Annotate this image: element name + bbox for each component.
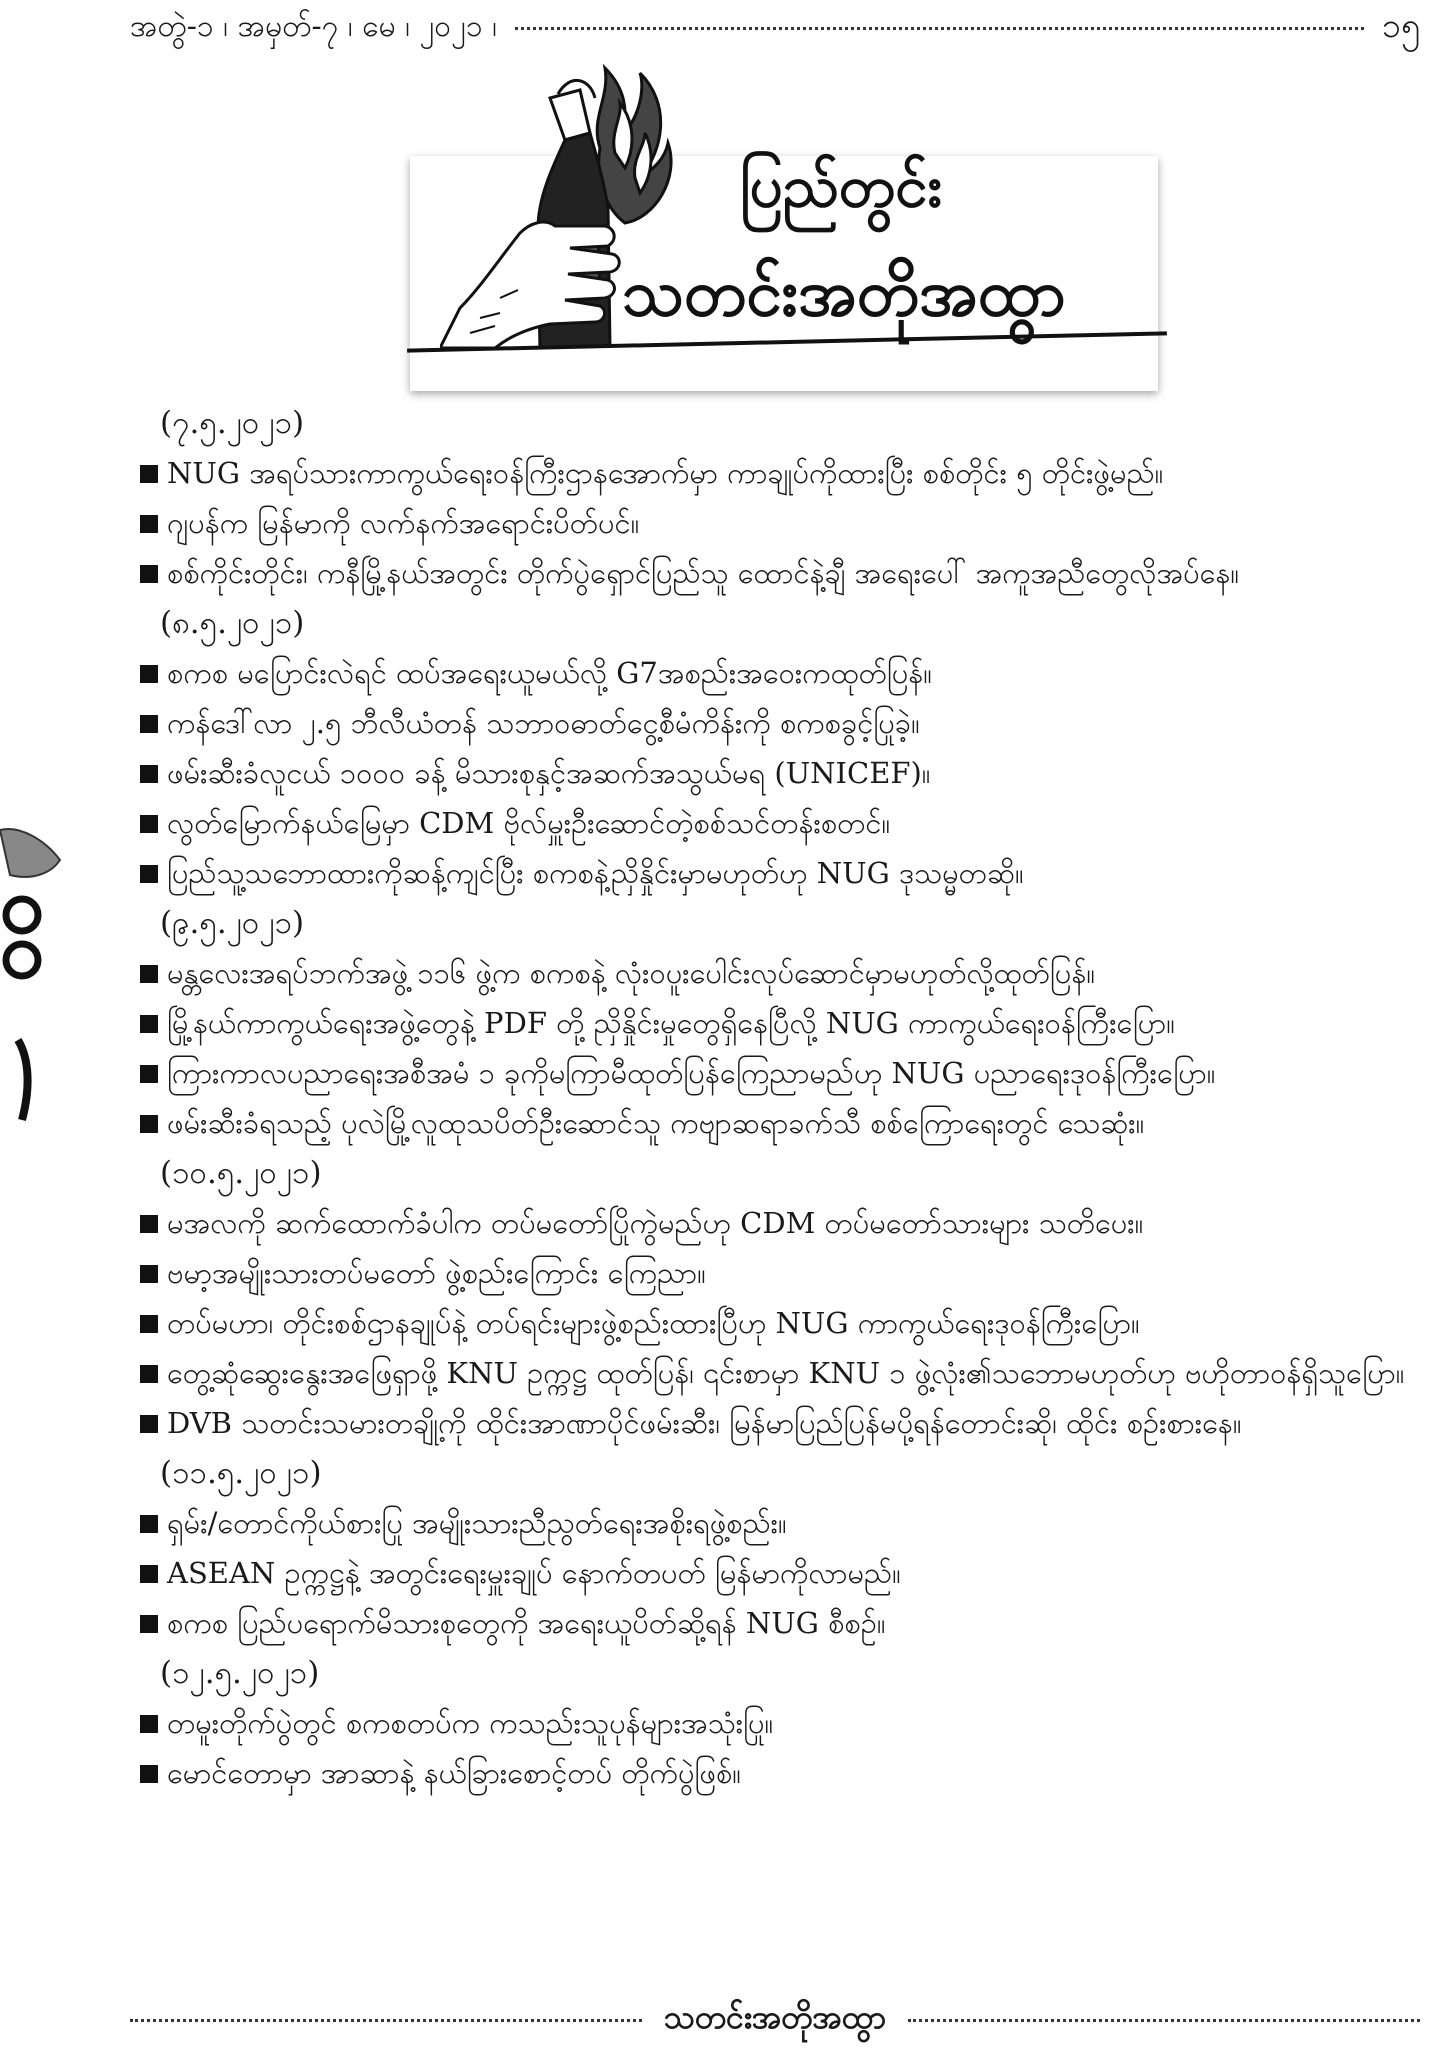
section-date: (၈.၅.၂၀၂၁) [160, 605, 305, 641]
news-item [140, 1698, 1410, 1748]
news-item [140, 498, 1410, 548]
news-list [140, 398, 1410, 1798]
banner-title-line2: သတင်းအတိုအထွာ [622, 257, 1066, 331]
section-date: (၁၂.၅.၂၀၂၁) [160, 1655, 320, 1691]
square-bullet-icon [140, 1615, 158, 1633]
news-item-text: လွတ်မြောက်နယ်မြေမှာ CDM ဗိုလ်မှူးဦးဆောင်တဲ့စစ်သင်တန်းစတင်။ [167, 806, 891, 840]
footer-dotted-rule-left [130, 2019, 642, 2022]
news-item [140, 848, 1410, 898]
section-date: (၇.၅.၂၀၂၁) [160, 405, 305, 441]
news-item [140, 1098, 1410, 1148]
square-bullet-icon [140, 1065, 158, 1083]
square-bullet-icon [140, 1215, 158, 1233]
news-item-text: ASEAN ဥက္ကဋ္ဌနဲ့ အတွင်းရေးမှူးချုပ် နောက်တပတ် မြန်မာကိုလာမည်။ [167, 1556, 901, 1590]
square-bullet-icon [140, 715, 158, 733]
news-item [140, 1548, 1410, 1598]
footer-label: သတင်းအတိုအထွာ [664, 1998, 886, 2036]
news-item [140, 1198, 1410, 1248]
square-bullet-icon [140, 1515, 158, 1533]
news-item [140, 448, 1410, 498]
news-item [140, 1748, 1410, 1798]
square-bullet-icon [140, 965, 158, 983]
news-item [140, 548, 1410, 598]
square-bullet-icon [140, 1565, 158, 1583]
news-item-text: DVB သတင်းသမားတချို့ကို ထိုင်းအာဏာပိုင်ဖမ်းဆီး၊ မြန်မာပြည်ပြန်မပို့ရန်တောင်းဆို၊ ထိုင်း စဉ်းစားနေ။ [167, 1406, 1242, 1440]
news-item-text: စကစ မပြောင်းလဲရင် ထပ်အရေးယူမယ်လို့ G7အစည်းအဝေးကထုတ်ပြန်။ [167, 656, 933, 690]
news-item [140, 1398, 1410, 1448]
square-bullet-icon [140, 515, 158, 533]
square-bullet-icon [140, 1315, 158, 1333]
news-item-text: ဖမ်းဆီးခံလူငယ် ၁၀၀၀ ခန့် မိသားစုနှင့်အဆက်အသွယ်မရ (UNICEF)။ [167, 756, 931, 790]
square-bullet-icon [140, 1115, 158, 1133]
news-item-text: မြို့နယ်ကာကွယ်ရေးအဖွဲ့တွေနဲ့ PDF တို့ ညှိနှိုင်းမှုတွေရှိနေပြီလို့ NUG ကာကွယ်ရေးဝန်ကြီးပြော။ [167, 1006, 1175, 1040]
news-item-text: ကန်ဒေါ်လာ ၂.၅ ဘီလီယံတန် သဘာဝဓာတ်ငွေ့စီမံကိန်းကို စကစခွင့်ပြုခဲ့။ [167, 706, 920, 740]
news-item-text: ရှမ်း/တောင်ကိုယ်စားပြု အမျိုးသားညီညွတ်ရေးအစိုးရဖွဲ့စည်း။ [167, 1506, 787, 1540]
news-item-text: တမူးတိုက်ပွဲတွင် စကစတပ်က ကသည်းသူပုန်များအသုံးပြု။ [167, 1706, 774, 1740]
news-item [140, 1498, 1410, 1548]
news-item [140, 748, 1410, 798]
page-number: ၁၅ [1381, 5, 1420, 46]
square-bullet-icon [140, 565, 158, 583]
news-item [140, 998, 1410, 1048]
square-bullet-icon [140, 1415, 158, 1433]
news-item-text: စစ်ကိုင်းတိုင်း၊ ကနီမြို့နယ်အတွင်း တိုက်ပွဲရှောင်ပြည်သူ ထောင်နဲ့ချီ အရေးပေါ် အကူအညီတွေလိုအပ်နေ။ [167, 556, 1240, 590]
square-bullet-icon [140, 815, 158, 833]
news-item-text: ဗမာ့အမျိုးသားတပ်မတော် ဖွဲ့စည်းကြောင်း ကြေညာ။ [167, 1256, 706, 1290]
news-item-text: ကြားကာလပညာရေးအစီအမံ ၁ ခုကိုမကြာမီထုတ်ပြန်ကြေညာမည်ဟု NUG ပညာရေးဒုဝန်ကြီးပြော။ [167, 1056, 1216, 1090]
square-bullet-icon [140, 1265, 158, 1283]
square-bullet-icon [140, 1365, 158, 1383]
square-bullet-icon [140, 765, 158, 783]
news-item-text: မအလကို ဆက်ထောက်ခံပါက တပ်မတော်ပြိုကွဲမည်ဟု CDM တပ်မတော်သားများ သတိပေး။ [167, 1206, 1144, 1240]
news-item [140, 798, 1410, 848]
section-date: (၁၀.၅.၂၀၂၁) [160, 1155, 322, 1191]
news-item-text: မောင်တောမှာ အာဆာနဲ့ နယ်ခြားစောင့်တပ် တိုက်ပွဲဖြစ်။ [167, 1756, 742, 1790]
square-bullet-icon [140, 865, 158, 883]
square-bullet-icon [140, 665, 158, 683]
issue-info: အတွဲ-၁ ၊ အမှတ်-၇ ၊ မေ ၊ ၂၀၂၁ ၊ [130, 8, 498, 44]
page-footer [130, 1998, 1420, 2042]
news-item [140, 698, 1410, 748]
news-item [140, 1298, 1410, 1348]
news-item [140, 1598, 1410, 1648]
news-item [140, 948, 1410, 998]
section-banner [410, 58, 1160, 393]
page-header [130, 6, 1420, 50]
news-item-text: တွေ့ဆုံဆွေးနွေးအဖြေရှာဖို့ KNU ဥက္ကဋ္ဌ ထုတ်ပြန်၊ ၎င်းစာမှာ KNU ၁ ဖွဲ့လုံး၏သဘောမဟုတ်ဟု ဗဟိုတာဝန်ရှိသူပြော။ [167, 1356, 1405, 1390]
section-date: (၁၁.၅.၂၀၂၁) [160, 1455, 322, 1491]
header-dotted-rule [515, 27, 1364, 30]
news-item-text: ဂျပန်က မြန်မာကို လက်နက်အရောင်းပိတ်ပင်။ [167, 506, 640, 540]
news-item [140, 1048, 1410, 1098]
banner-title-line1: ပြည်တွင်း [740, 152, 943, 220]
square-bullet-icon [140, 465, 158, 483]
news-item [140, 1248, 1410, 1298]
square-bullet-icon [140, 1765, 158, 1783]
news-item [140, 648, 1410, 698]
news-item-text: မန္တလေးအရပ်ဘက်အဖွဲ့ ၁၁၆ ဖွဲ့က စကစနဲ့ လုံးဝပူးပေါင်းလုပ်ဆောင်မှာမဟုတ်လို့ထုတ်ပြန်။ [167, 956, 1096, 990]
section-date: (၉.၅.၂၀၂၁) [160, 905, 305, 941]
square-bullet-icon [140, 1715, 158, 1733]
news-item-text: ဖမ်းဆီးခံရသည့် ပုလဲမြို့လူထုသပိတ်ဦးဆောင်သူ ကဗျာဆရာခက်သီ စစ်ကြောရေးတွင် သေဆုံး။ [167, 1106, 1145, 1140]
square-bullet-icon [140, 1015, 158, 1033]
bleed-edge-fragment-icon [0, 820, 70, 1150]
news-item-text: စကစ ပြည်ပရောက်မိသားစုတွေကို အရေးယူပိတ်ဆို့ရန် NUG စီစဉ်။ [167, 1606, 886, 1640]
news-item-text: ပြည်သူ့သဘောထားကိုဆန့်ကျင်ပြီး စကစနဲ့ညှိနှိုင်းမှာမဟုတ်ဟု NUG ဒုသမ္မတဆို။ [167, 856, 1024, 890]
footer-dotted-rule-right [908, 2019, 1420, 2022]
news-item [140, 1348, 1410, 1398]
news-item-text: တပ်မဟာ၊ တိုင်းစစ်ဌာနချုပ်နဲ့ တပ်ရင်းများဖွဲ့စည်းထားပြီဟု NUG ကာကွယ်ရေးဒုဝန်ကြီးပြော။ [167, 1306, 1140, 1340]
news-item-text: NUG အရပ်သားကာကွယ်ရေးဝန်ကြီးဌာနအောက်မှာ ကာချုပ်ကိုထားပြီး စစ်တိုင်း ၅ တိုင်းဖွဲ့မည်။ [167, 456, 1164, 490]
